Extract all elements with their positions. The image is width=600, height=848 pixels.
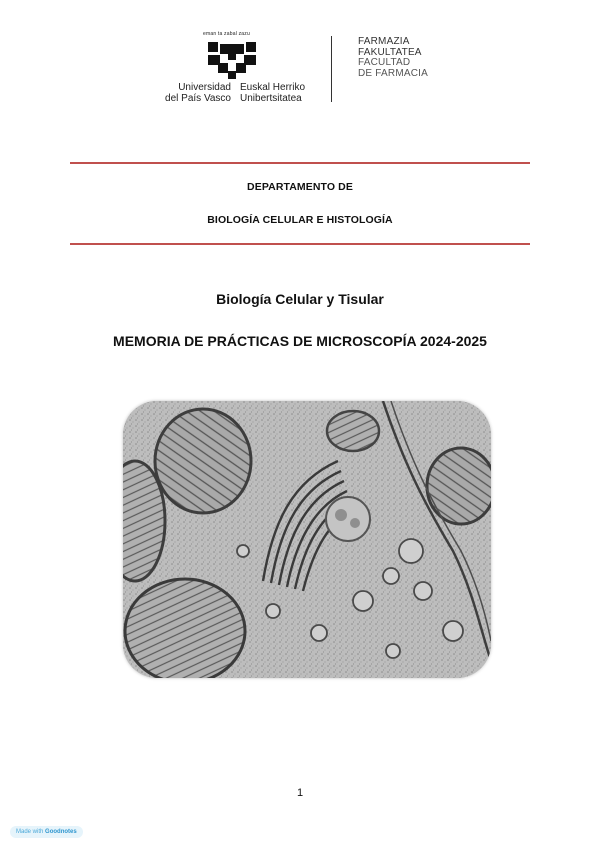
- department-line-1: DEPARTAMENTO DE: [247, 181, 353, 193]
- university-motto: eman ta zabal zazu: [203, 31, 250, 37]
- header-divider: [331, 36, 332, 102]
- subject-title: Biología Celular y Tisular: [216, 291, 384, 307]
- university-name-eu: Euskal Herriko Unibertsitatea: [240, 82, 306, 104]
- page-number: 1: [296, 787, 304, 799]
- micrograph-image: [123, 401, 491, 678]
- university-logo-icon: [206, 40, 258, 80]
- faculty-name: FARMAZIA FAKULTATEA FACULTAD DE FARMACIA: [358, 36, 428, 79]
- university-name-es: Universidad del País Vasco: [165, 82, 231, 104]
- department-line-2: BIOLOGÍA CELULAR E HISTOLOGÍA: [207, 214, 393, 226]
- badge-brand: Goodnotes: [45, 829, 77, 835]
- document-title: MEMORIA DE PRÁCTICAS DE MICROSCOPÍA 2024-2025: [113, 333, 487, 349]
- badge-prefix: Made with: [16, 829, 44, 835]
- goodnotes-badge: [10, 826, 83, 838]
- top-rule: [70, 162, 530, 164]
- bottom-rule: [70, 243, 530, 245]
